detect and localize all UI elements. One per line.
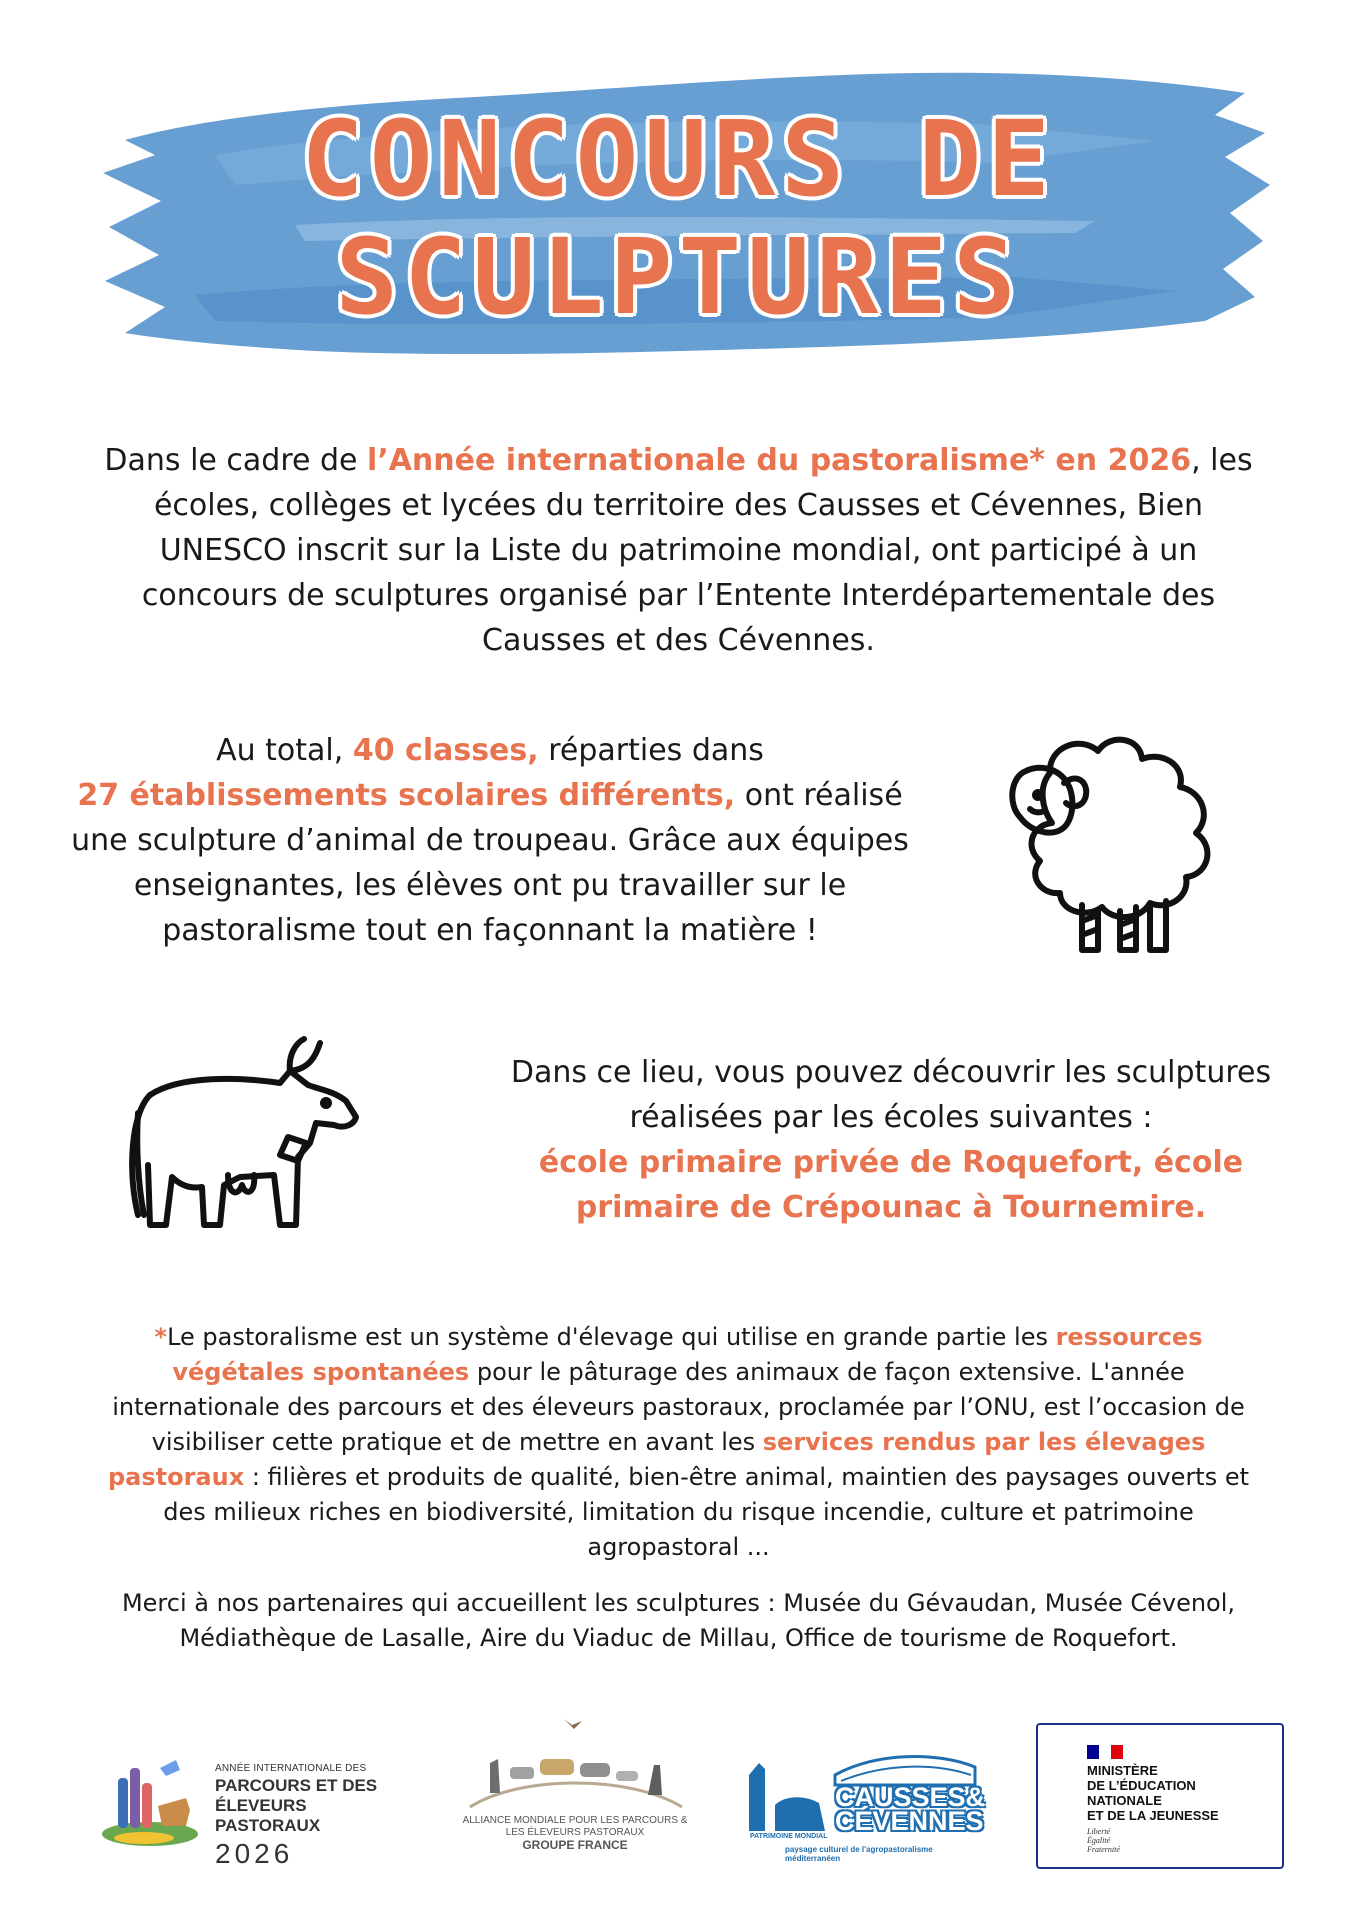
total-text-3: ont réalisé une sculpture d’animal de troupeau. Grâce aux équipes enseignantes, les élèves ont pu travailler sur le pastoralisme tout en façonnant la matière ! [71, 778, 909, 948]
schools-count: 27 établissements scolaires différents, [77, 778, 736, 813]
alliance-subtitle: GROUPE FRANCE [522, 1838, 628, 1852]
alliance-name: ALLIANCE MONDIALE POUR LES PARCOURS & LES ÉLEVEURS PASTORAUX [462, 1815, 688, 1838]
classes-count: 40 classes, [352, 733, 539, 768]
republic-motto: Liberté Égalité Fraternité [1087, 1827, 1120, 1854]
intro-text-1: Dans le cadre de [104, 443, 368, 478]
pastoralism-footnote [90, 1320, 1267, 1565]
iyrp-line-2: ÉLEVEURS PASTORAUX [215, 1796, 321, 1835]
total-paragraph [55, 728, 925, 953]
page-title [0, 100, 1357, 336]
herd-silhouette-icon [460, 1715, 690, 1815]
intro-text-2: , les écoles, collèges et lycées du territoire des Causses et Cévennes, Bien UNESCO inscrit sur la Liste du patrimoine mondial, ont participé à un concours de sculptures organisé par l’Entente Interdépartementale des Causses et des Cévennes. [141, 443, 1253, 658]
iyrp-year: 2026 [215, 1838, 294, 1869]
ministere-education-logo [1036, 1723, 1284, 1869]
causses-tagline: paysage culturel de l'agropastoralisme méditerranéen [785, 1845, 933, 1863]
intro-paragraph [100, 438, 1257, 663]
note-text-3: : filières et produits de qualité, bien-être animal, maintien des paysages ouverts et des milieux riches en biodiversité, limitation du risque incendie, culture et patrimoine agropastoral ... [163, 1463, 1250, 1561]
footnote-asterisk: * [154, 1323, 168, 1351]
alliance-mondiale-logo [460, 1715, 690, 1865]
iyrp-line-1: PARCOURS ET DES [215, 1776, 378, 1795]
title-line-2: SCULPTURES [335, 216, 1022, 338]
note-text-1: Le pastoralisme est un système d'élevage qui utilise en grande partie les [167, 1323, 1056, 1351]
venue-text: Dans ce lieu, vous pouvez découvrir les sculptures réalisées par les écoles suivantes : [510, 1055, 1272, 1135]
cevennes-word: CÉVENNES [835, 1806, 984, 1836]
cow-icon [120, 1025, 390, 1240]
french-flag-icon [1087, 1745, 1123, 1759]
schools-list: école primaire privée de Roquefort, école primaire de Crépounac à Tournemire. [538, 1145, 1244, 1225]
causses-cevennes-logo [745, 1745, 986, 1863]
ministry-name: MINISTÈRE DE L’ÉDUCATION NATIONALE ET DE LA JEUNESSE [1087, 1763, 1219, 1823]
total-text-1: Au total, [216, 733, 353, 768]
sheep-icon [990, 725, 1230, 960]
iyrp-small-text: ANNÉE INTERNATIONALE DES [215, 1763, 367, 1774]
note-text-2: pour le pâturage des animaux de façon extensive. L'année internationale des parcours et des éleveurs pastoraux, proclamée par l’ONU, est l’occasion de visibiliser cette pratique et de mettre en avant les [112, 1358, 1245, 1456]
partners-thanks: Merci à nos partenaires qui accueillent les sculptures : Musée du Gévaudan, Musée Cévenol, Médiathèque de Lasalle, Aire du Viaduc de Millau, Office de tourisme de Roquefort. [121, 1589, 1236, 1652]
iyrp-emblem-icon [100, 1748, 200, 1848]
title-line-1: CONCOURS DE [301, 98, 1056, 220]
iyrp-2026-logo [100, 1748, 410, 1869]
venue-paragraph [470, 1050, 1312, 1230]
causses-word: CAUSSES& [835, 1782, 986, 1812]
intro-highlight: l’Année internationale du pastoralisme* en 2026 [367, 443, 1192, 478]
note-highlight-1: ressources végétales spontanées [172, 1323, 1203, 1386]
total-text-2: réparties dans [538, 733, 764, 768]
note-highlight-2: services rendus par les élevages pastoraux [107, 1428, 1206, 1491]
patrimoine-badge: PATRIMOINE MONDIAL [750, 1833, 828, 1840]
